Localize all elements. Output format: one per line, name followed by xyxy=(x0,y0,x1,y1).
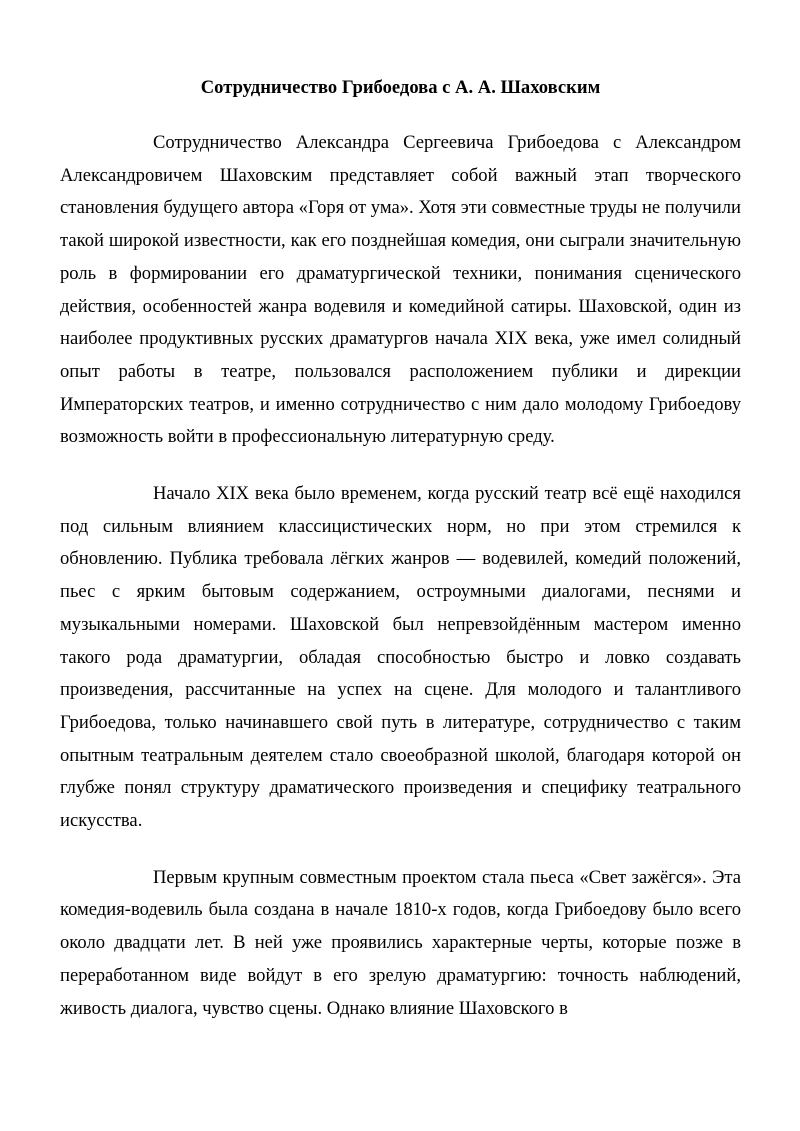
paragraph-3: Первым крупным совместным проектом стала пьеса «Свет зажёгся». Эта комедия-водевиль была создана в начале 1810-х годов, когда Грибоедову было всего около двадцати лет. В ней уже проявились характерные черты, которые позже в переработанном виде войдут в его зрелую драматургию: точность наблюдений, живость диалога, чувство сцены. Однако влияние Шаховского в xyxy=(60,866,741,1019)
paragraph-2: Начало XIX века было временем, когда русский театр всё ещё находился под сильным влиянием классицистических норм, но при этом стремился к обновлению. Публика требовала лёгких жанров — водевилей, комедий положений, пьес с ярким бытовым содержанием, остроумными диалогами, песнями и музыкальными номерами. Шаховской был непревзойдённым мастером именно такого рода драматургии, обладая способностью быстро и ловко создавать произведения, рассчитанные на успех на сцене. Для молодого и талантливого Грибоедова, только начинавшего свой путь в литературе, сотрудничество с таким опытным театральным деятелем стало своеобразной школой, благодаря которой он глубже понял структуру драматического произведения и специфику театрального искусства. xyxy=(60,483,741,832)
document-page xyxy=(60,72,741,1025)
spacer xyxy=(60,104,741,127)
spacer xyxy=(60,838,741,862)
paragraph-1: Сотрудничество Александра Сергеевича Грибоедова с Александром Александровичем Шаховским представляет собой важный этап творческого становления будущего автора «Горя от ума». Хотя эти совместные труды не получили такой широкой известности, как его позднейшая комедия, они сыграли значительную роль в формировании его драматургической техники, понимания сценического действия, особенностей жанра водевиля и комедийной сатиры. Шаховской, один из наиболее продуктивных русских драматургов начала XIX века, уже имел солидный опыт работы в театре, пользовался расположением публики и дирекции Императорских театров, и именно сотрудничество с ним дало молодому Грибоедову возможность войти в профессиональную литературную среду. xyxy=(60,132,741,448)
spacer xyxy=(60,454,741,478)
document-title: Сотрудничество Грибоедова с А. А. Шаховским xyxy=(200,77,601,98)
